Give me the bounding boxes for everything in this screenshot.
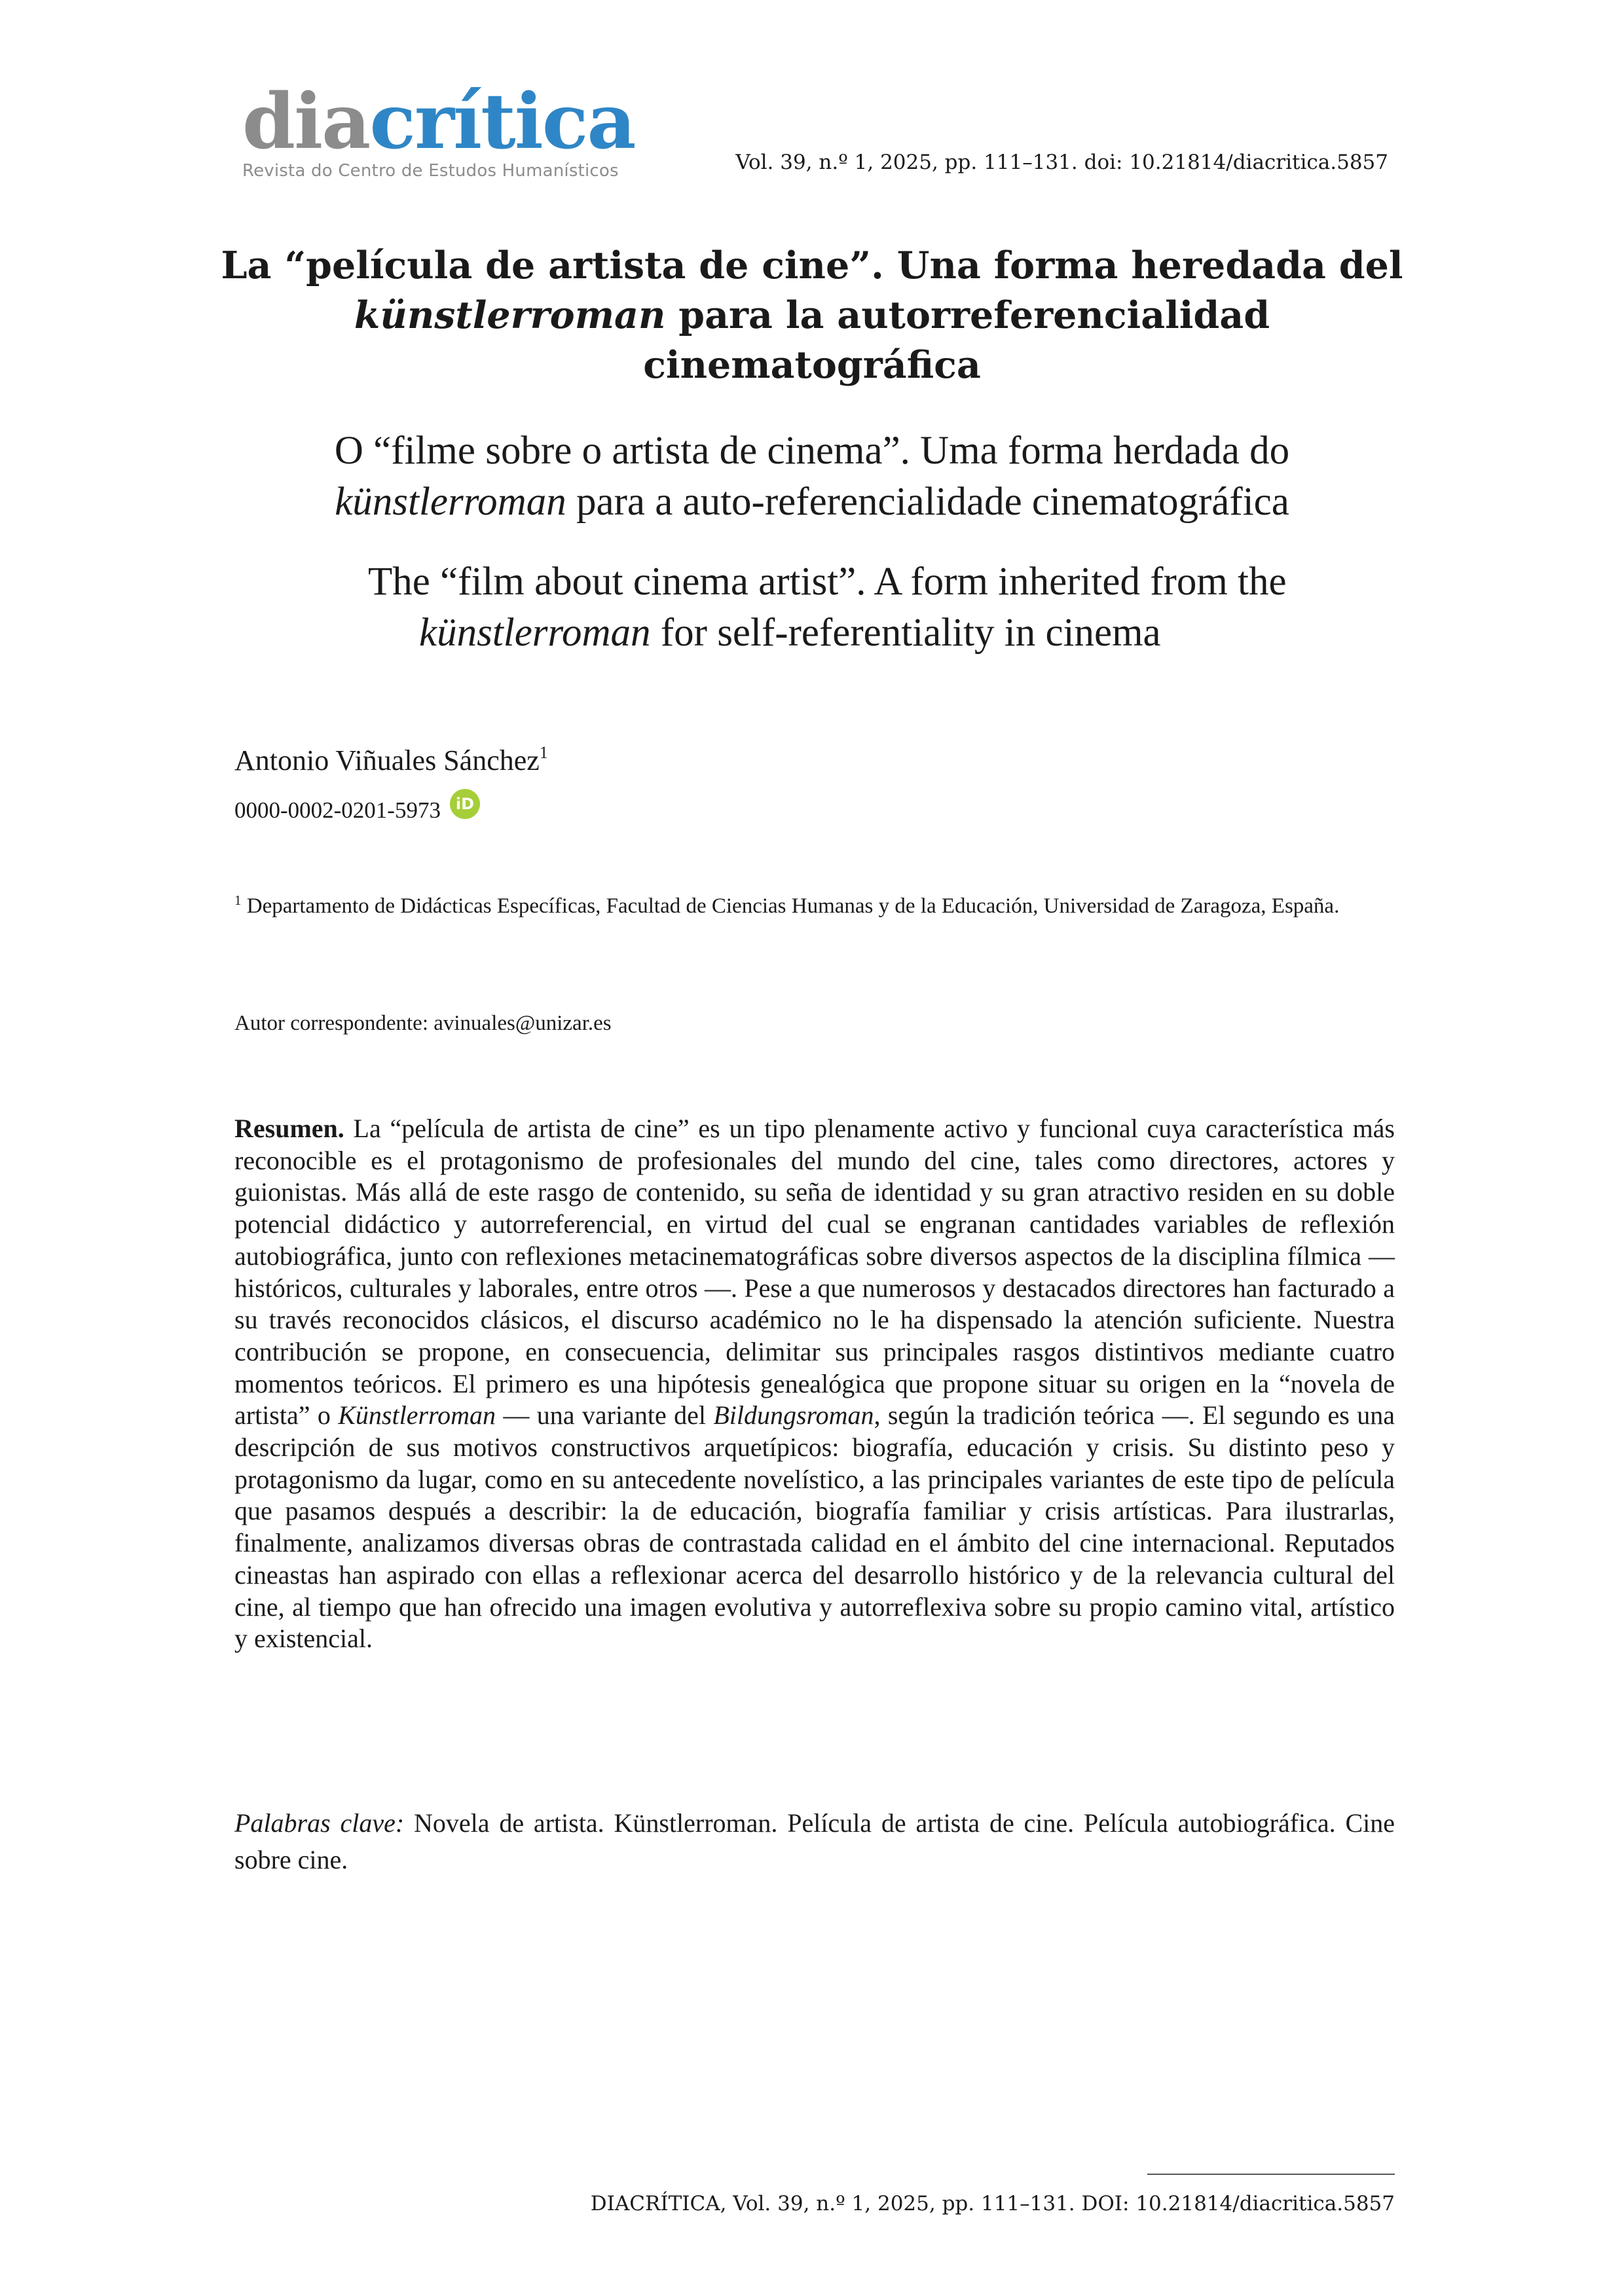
journal-logo bbox=[242, 77, 635, 181]
abstract-text-1: La “película de artista de cine” es un tipo plenamente activo y funcional cuya característica más reconocible es el protagonismo de profesionales del mundo del cine, tales como directores, actores y guionistas. Más allá de este rasgo de contenido, su seña de identidad y su gran atractivo residen en su doble potencial didáctico y autorreferencial, en virtud del cual se engranan cantidades variables de reflexión autobiográfica, junto con reflexiones metacinematográficas sobre diversos aspectos de la disciplina fílmica — históricos, culturales y laborales, entre otros —. Pese a que numerosos y destacados directores han facturado a su través reconocidos clásicos, el discurso académico no le ha dispensado la atención suficiente. Nuestra contribución se propone, en consecuencia, delimitar sus principales rasgos distintivos mediante cuatro momentos teóricos. El primero es una hipótesis genealógica que propone situar su origen en la “novela de artista” o bbox=[234, 1114, 1395, 1430]
title-pt-italic: künstlerroman bbox=[335, 480, 566, 524]
logo-wordmark-critica: crítica bbox=[369, 77, 635, 166]
title-es-line1: La “película de artista de cine”. Una forma heredada del bbox=[221, 244, 1403, 287]
title-english bbox=[196, 556, 1428, 659]
affiliation-mark: 1 bbox=[234, 892, 242, 908]
title-portuguese bbox=[196, 426, 1428, 528]
logo-wordmark bbox=[242, 77, 635, 166]
abstract-text-3: , según la tradición teórica —. El segundo es una descripción de sus motivos constructivos arquetípicos: biografía, educación y crisis. Su distinto peso y protagonismo da lugar, como en su antecedente novelístico, a las principales variantes de este tipo de película que pasamos después a describir: la de educación, biografía familiar y crisis artísticas. Para ilustrarlas, finalmente, analizamos diversas obras de contrastada calidad en el ámbito del cine internacional. Reputados cineastas han aspirado con ellas a reflexionar acerca del desarrollo histórico y de la relevancia cultural del cine, al tiempo que han ofrecido una imagen evolutiva y autorreflexiva sobre su propio camino vital, artístico y existencial. bbox=[234, 1400, 1395, 1654]
corresponding-author: Autor correspondente: avinuales@unizar.es bbox=[234, 1011, 612, 1035]
header-citation: Vol. 39, n.º 1, 2025, pp. 111–131. doi: 10.21814/diacritica.5857 bbox=[735, 151, 1388, 174]
abstract bbox=[234, 1113, 1395, 1655]
orcid-icon[interactable]: iD bbox=[450, 789, 480, 819]
abstract-italic-bildungsroman: Bildungsroman bbox=[713, 1400, 874, 1430]
title-spanish bbox=[196, 241, 1428, 390]
orcid-id[interactable]: 0000-0002-0201-5973 bbox=[234, 797, 441, 823]
title-en-line1: The “film about cinema artist”. A form inherited from the bbox=[368, 560, 1287, 604]
title-pt-line1: O “filme sobre o artista de cinema”. Uma forma herdada do bbox=[334, 429, 1290, 473]
affiliation bbox=[234, 884, 1393, 922]
keywords-text: Novela de artista. Künstlerroman. Película de artista de cine. Película autobiográfica. Cine sobre cine. bbox=[234, 1808, 1395, 1874]
title-es-italic: künstlerroman bbox=[354, 293, 666, 337]
footer-citation: DIACRÍTICA, Vol. 39, n.º 1, 2025, pp. 111–131. DOI: 10.21814/diacritica.5857 bbox=[590, 2192, 1395, 2215]
keywords-label: Palabras clave: bbox=[234, 1808, 405, 1838]
logo-subtitle: Revista do Centro de Estudos Humanísticos bbox=[242, 161, 619, 181]
footer-rule bbox=[1147, 2174, 1395, 2175]
title-es-line3: cinematográfica bbox=[643, 343, 981, 387]
abstract-italic-kunstlerroman: Künstlerroman bbox=[338, 1400, 496, 1430]
author-affiliation-mark: 1 bbox=[539, 743, 548, 762]
title-en-line2: for self-referentiality in cinema bbox=[650, 611, 1161, 655]
title-es-line2: para la autorreferencialidad bbox=[665, 293, 1270, 337]
affiliation-text: Departamento de Didácticas Específicas, Facultad de Ciencias Humanas y de la Educación, Universidad de Zaragoza, España. bbox=[241, 894, 1340, 918]
keywords bbox=[234, 1805, 1395, 1878]
title-en-italic: künstlerroman bbox=[419, 611, 651, 655]
abstract-label: Resumen. bbox=[234, 1114, 344, 1143]
abstract-text-2: — una variante del bbox=[496, 1400, 714, 1430]
author-name-text: Antonio Viñuales Sánchez bbox=[234, 744, 540, 776]
author-name bbox=[234, 743, 548, 777]
logo-wordmark-dia: dia bbox=[242, 77, 370, 166]
orcid-line bbox=[234, 795, 480, 826]
title-pt-line2: para a auto-referencialidade cinematográfica bbox=[566, 480, 1289, 524]
